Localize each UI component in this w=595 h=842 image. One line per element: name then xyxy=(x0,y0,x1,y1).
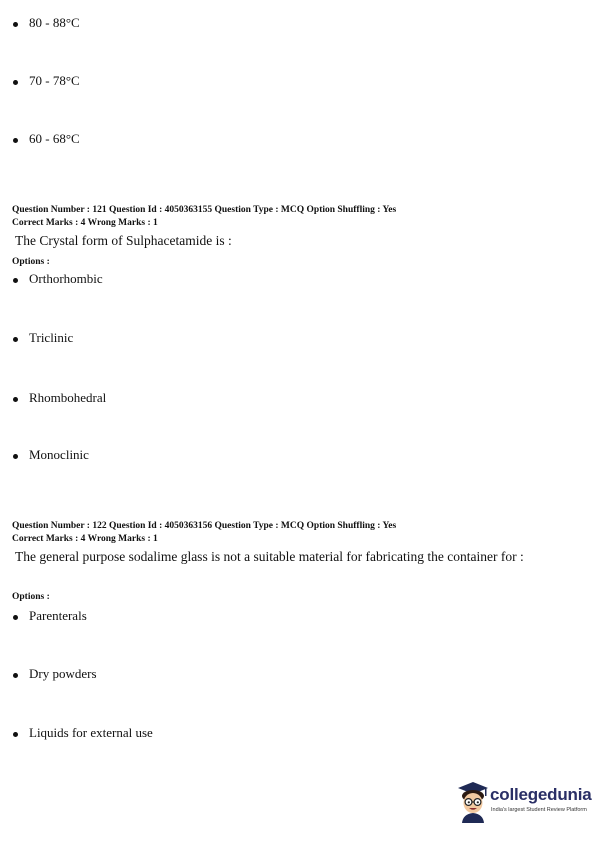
logo-tagline: India's largest Student Review Platform xyxy=(491,807,587,813)
bullet-icon xyxy=(13,80,18,85)
question-122-marks: Correct Marks : 4 Wrong Marks : 1 xyxy=(12,534,158,544)
bullet-icon xyxy=(13,673,18,678)
bullet-icon xyxy=(13,454,18,459)
bullet-icon xyxy=(13,278,18,283)
logo-wordmark: collegedunia xyxy=(490,785,592,804)
question-122-meta: Question Number : 122 Question Id : 4050363156 Question Type : MCQ Option Shuffling : Yes xyxy=(12,521,397,531)
options-label: Options : xyxy=(12,592,50,602)
options-label: Options : xyxy=(12,257,50,267)
question-122-text: The general purpose sodalime glass is not a suitable material for fabricating the container for : xyxy=(15,549,524,564)
bullet-icon xyxy=(13,615,18,620)
question-121-text: The Crystal form of Sulphacetamide is : xyxy=(15,233,232,248)
bullet-icon xyxy=(13,22,18,27)
bullet-icon xyxy=(13,732,18,737)
student-mascot-icon xyxy=(456,779,490,823)
bullet-icon xyxy=(13,397,18,402)
bullet-icon xyxy=(13,138,18,143)
question-121-meta: Question Number : 121 Question Id : 4050363155 Question Type : MCQ Option Shuffling : Yes xyxy=(12,205,397,215)
question-121-marks: Correct Marks : 4 Wrong Marks : 1 xyxy=(12,218,158,228)
bullet-icon xyxy=(13,337,18,342)
collegedunia-logo xyxy=(456,779,592,823)
